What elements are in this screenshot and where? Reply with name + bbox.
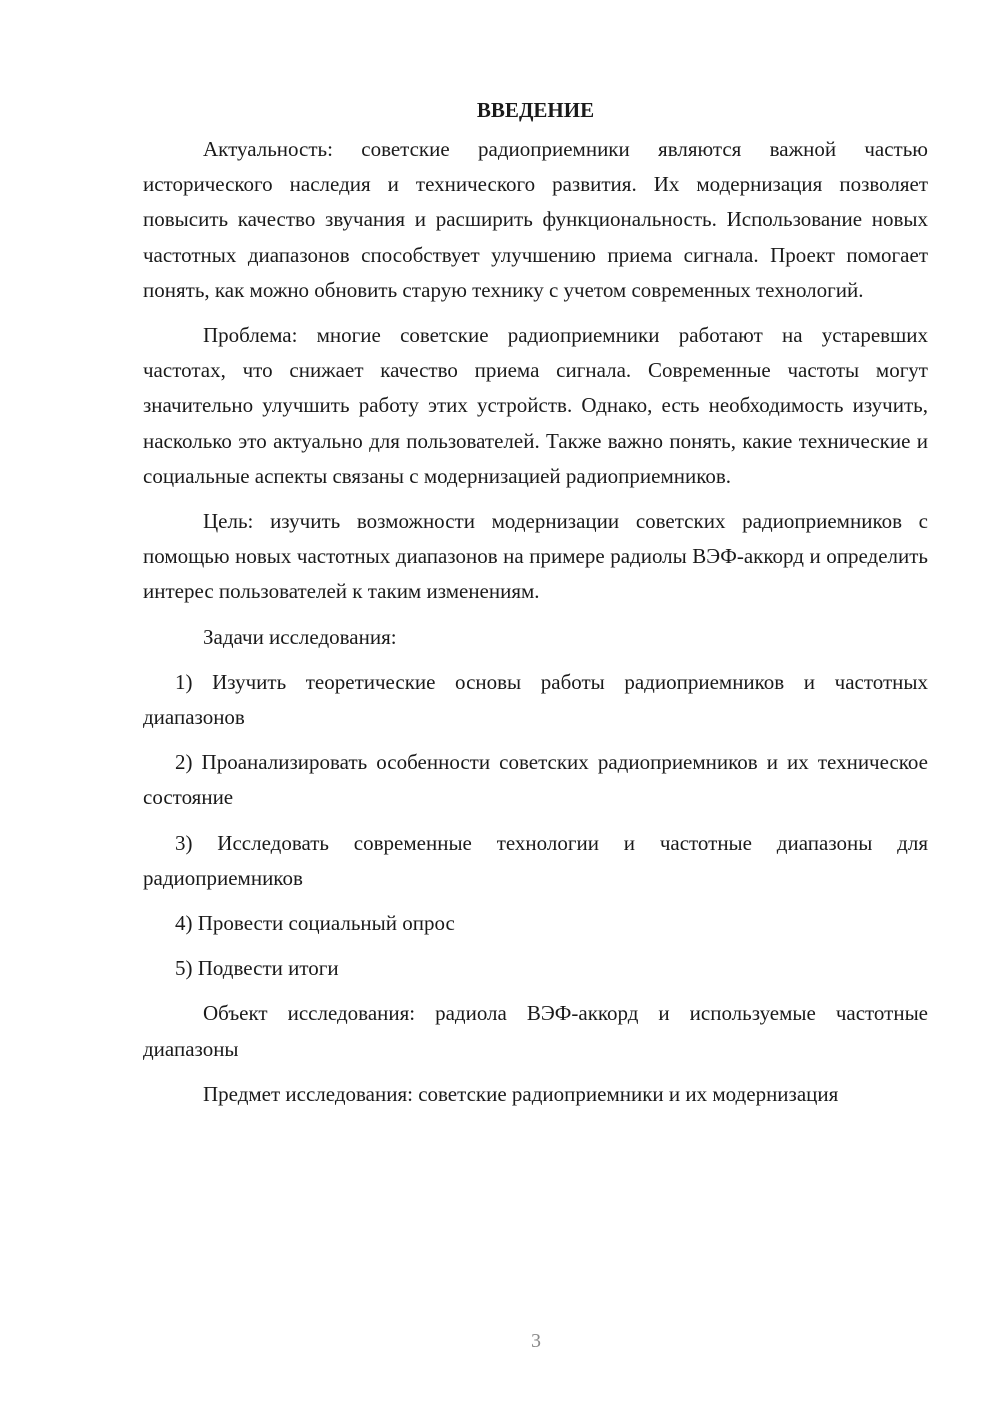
task-item: 4) Провести социальный опрос: [175, 911, 455, 936]
task-item: 5) Подвести итоги: [175, 956, 339, 981]
task-item: 2) Проанализировать особенности советских радиоприемников и их техническое состояние: [143, 750, 928, 810]
goal-paragraph: Цель: изучить возможности модернизации советских радиоприемников с помощью новых частотных диапазонов на примере радиолы ВЭФ-аккорд и определить интерес пользователей к таким изменениям.: [143, 509, 928, 604]
page-heading: ВВЕДЕНИЕ: [476, 98, 595, 122]
problem-paragraph: Проблема: многие советские радиоприемники работают на устаревших частотах, что снижает качество приема сигнала. Современные частоты могут значительно улучшить работу этих устройств. Однако, есть необходимость изучить, насколько это актуально для пользователей. Также важно понять, какие технические и социальные аспекты связаны с модернизацией радиоприемников.: [143, 323, 928, 488]
task-item: 3) Исследовать современные технологии и частотные диапазоны для радиоприемников: [143, 830, 928, 890]
subject-paragraph: Предмет исследования: советские радиоприемники и их модернизация: [203, 1081, 839, 1106]
object-paragraph: Объект исследования: радиола ВЭФ-аккорд и используемые частотные диапазоны: [143, 1001, 928, 1061]
relevance-paragraph: Актуальность: советские радиоприемники являются важной частью исторического наследия и технического развития. Их модернизация позволяет повысить качество звучания и расширить функциональность. Использование новых частотных диапазонов способствует улучшению приема сигнала. Проект помогает понять, как можно обновить старую технику с учетом современных технологий.: [143, 137, 928, 302]
task-item: 1) Изучить теоретические основы работы радиоприемников и частотных диапазонов: [143, 669, 928, 730]
tasks-intro: Задачи исследования:: [203, 624, 397, 649]
page-content: [143, 92, 928, 1122]
page-number: 3: [531, 1330, 541, 1352]
